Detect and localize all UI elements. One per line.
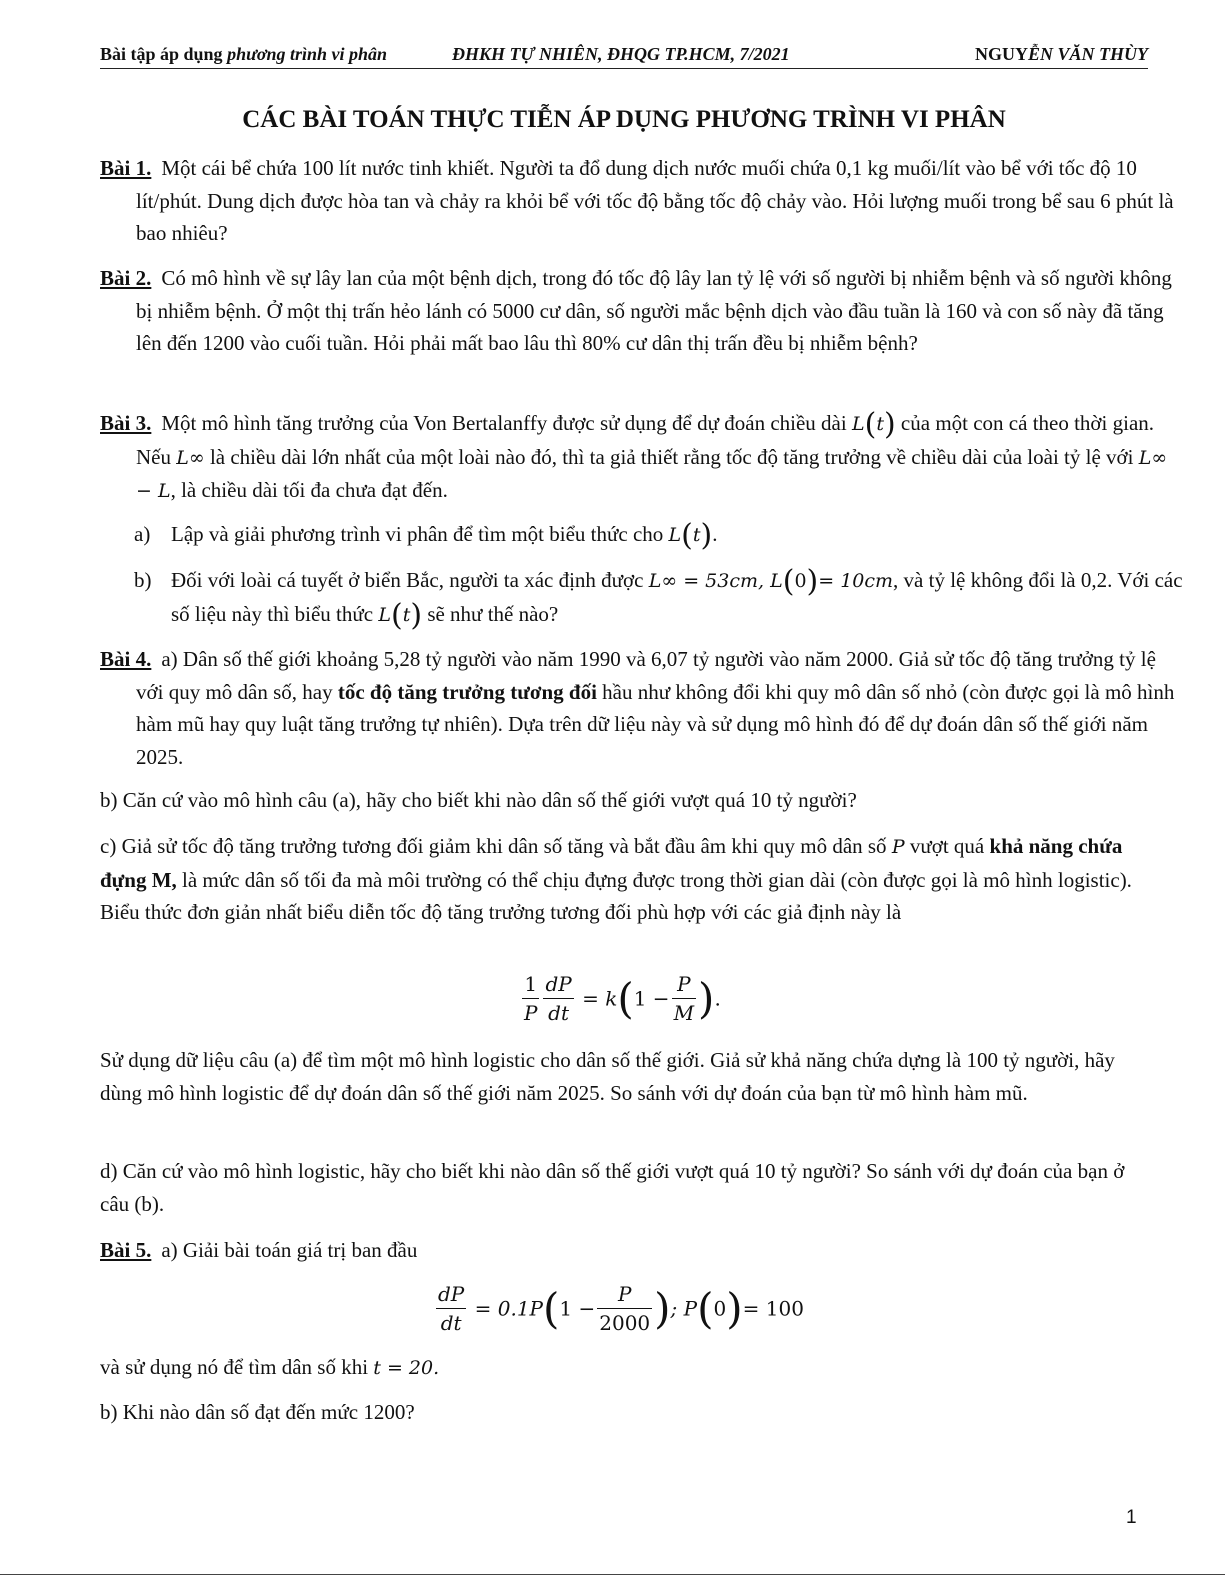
paren-close: ): [410, 597, 423, 633]
denominator: P: [524, 1001, 538, 1025]
paren-open: (: [390, 597, 403, 633]
equation-end: = 100: [742, 1296, 804, 1321]
exercise-3-text-2: của một con cá theo thời gian. Nếu: [136, 411, 1155, 469]
paren-open: (: [681, 518, 693, 553]
header-right-italic: ỄN VĂN THÙY: [1027, 44, 1148, 64]
exercise-4-part-b: b) Căn cứ vào mô hình câu (a), hãy cho biết khi nào dân số thế giới vượt quá 10 tỷ người?: [100, 788, 857, 812]
exercise-2-text: Có mô hình về sự lây lan của một bệnh dịch, trong đó tốc độ lây lan tỷ lệ với số người bị nhiễm bệnh và số người không bị nhiễm bệnh. Ở một thị trấn hẻo lánh có 5000 cư dân, số người mắc bệnh dịch vào đầu tuần là 160 và con số này đã tăng lên đến 1200 vào cuối tuần. Hỏi phải mất bao lâu thì 80% cư dân thị trấn đều bị nhiễm bệnh?: [136, 266, 1172, 355]
exercise-4c-text-3: là mức dân số tối đa mà môi trường có thể chịu đựng được trong thời gian dài (còn được gọi là mô hình logistic). Biểu thức đơn giản nhất biểu diễn tốc độ tăng trưởng tương đối phù hợp với các giả định này là: [100, 867, 1132, 924]
header-left-italic: phương trình vi phân: [227, 44, 388, 64]
exercise-1-label: Bài 1.: [100, 156, 152, 180]
exercise-2-label: Bài 2.: [100, 266, 152, 290]
page-header: [100, 42, 1148, 69]
one-minus: 1 −: [633, 986, 670, 1011]
fraction-one-over-P: [522, 970, 539, 1027]
paren-open: (: [782, 564, 795, 599]
math-t-equals-20: t = 20.: [373, 1357, 440, 1379]
math-L-infinity-minus-L: L∞ − L: [136, 446, 1168, 502]
math-L: L: [851, 413, 865, 435]
exercise-4a-bold: tốc độ tăng trưởng tương đối: [337, 679, 597, 704]
paren-close: ): [700, 518, 713, 553]
numerator: dP: [543, 970, 573, 999]
math-L-infinity: L∞: [176, 446, 205, 469]
exercise-3-text-4: , là chiều dài tối đa chưa đạt đến.: [170, 478, 448, 502]
one-minus: 1 −: [559, 1296, 596, 1321]
math-P: P: [891, 836, 905, 858]
math-t: t: [402, 603, 411, 626]
period: .: [712, 522, 718, 546]
exercise-4c-continued: Sử dụng dữ liệu câu (a) để tìm một mô hình logistic cho dân số thế giới. Giả sử khả năng chứa dựng là 100 tỷ người, hãy dùng mô hình logistic để dự đoán dân số thế giới năm 2025. So sánh với dự đoán của bạn từ mô hình hàm mũ.: [100, 1048, 1115, 1105]
header-left-plain: Bài tập áp dụng: [100, 44, 228, 64]
fraction-P-over-M: [672, 970, 696, 1027]
numerator: P: [597, 1280, 652, 1309]
bottom-rule: [0, 1574, 1225, 1575]
part-b-text-1: Đối với loài cá tuyết ở biển Bắc, người ta xác định được: [171, 568, 649, 592]
paren-open: (: [864, 407, 877, 442]
numerator: 1: [522, 970, 539, 999]
exercise-4-part-c: [100, 830, 1148, 929]
paren-close: ): [883, 407, 896, 442]
exercise-3-text-1: Một mô hình tăng trưởng của Von Bertalanffy được sử dụng để dự đoán chiều dài: [161, 411, 852, 435]
exercise-5-part-b: b) Khi nào dân số đạt đến mức 1200?: [100, 1400, 415, 1424]
exercise-4c-text-2: vượt quá: [904, 834, 990, 858]
numerator: dP: [436, 1280, 466, 1309]
exercise-5-part-a: [100, 1234, 1148, 1267]
initial-value-equation: [434, 1280, 804, 1340]
denominator: dt: [548, 1001, 570, 1025]
part-a-label: a): [134, 522, 151, 546]
header-right-plain: NGUY: [974, 44, 1028, 64]
equation-mid: = k: [582, 986, 618, 1011]
exercise-2: [100, 262, 1184, 360]
exercise-4a-text-1: a) Dân số thế giới khoảng 5,28 tỷ người vào năm 1990 và 6,07 tỷ người vào năm 2000. Giả sử tốc độ tăng trưởng tỷ lệ với quy mô dân số, hay: [136, 647, 1156, 704]
exercise-5a-after: [100, 1351, 1148, 1385]
exercise-4-part-a: [100, 643, 1184, 773]
paren-open: (: [697, 1284, 714, 1333]
paren-open: (: [617, 974, 634, 1023]
exercise-5-label: Bài 5.: [100, 1238, 152, 1262]
paren-close: ): [698, 974, 715, 1023]
logistic-equation: [520, 970, 721, 1030]
exercise-3-text-3: là chiều dài lớn nhất của một loài nào đó, thì ta giả thiết rằng tốc độ tăng trưởng về chiều dài của loài tỷ lệ với: [204, 444, 1139, 469]
paren-open: (: [543, 1284, 560, 1333]
numerator: P: [672, 970, 696, 999]
denominator: M: [673, 1001, 695, 1025]
math-L: L: [668, 524, 682, 546]
exercise-3: [100, 407, 1184, 508]
exercise-3-part-b: [134, 564, 1185, 631]
exercise-4-label: Bài 4.: [100, 647, 152, 671]
denominator: 2000: [599, 1311, 651, 1335]
math-condition-1: L∞ = 53cm, L: [648, 570, 783, 592]
exercise-3-label: Bài 3.: [100, 411, 152, 435]
equation-mid: = 0.1P: [474, 1296, 544, 1321]
header-left: [100, 44, 387, 65]
part-b-text-3: sẽ như thế nào?: [422, 601, 559, 626]
equation-end: .: [714, 986, 721, 1011]
part-a-text: Lập và giải phương trình vi phân để tìm một biểu thức cho: [171, 522, 669, 546]
paren-close: ): [654, 1284, 671, 1333]
fraction-dP-dt: [436, 1280, 466, 1337]
exercise-4c-bold: khả năng chứa đựng M,: [100, 834, 1123, 892]
exercise-5a-text: a) Giải bài toán giá trị ban đầu: [161, 1238, 418, 1262]
fraction-P-over-2000: [597, 1280, 652, 1337]
denominator: dt: [440, 1311, 462, 1335]
paren-close: ): [806, 564, 819, 599]
exercise-1: [100, 152, 1184, 250]
fraction-dP-dt: [543, 970, 573, 1027]
math-L: L: [378, 603, 391, 626]
paren-close: ): [726, 1284, 743, 1333]
math-t: t: [692, 524, 701, 546]
exercise-4-part-d: d) Căn cứ vào mô hình logistic, hãy cho biết khi nào dân số thế giới vượt quá 10 tỷ người? So sánh với dự đoán của bạn ở câu (b).: [100, 1159, 1125, 1216]
math-condition-2: = 10cm: [818, 570, 894, 592]
math-zero: 0: [794, 570, 807, 592]
part-b-text-2: , và tỷ lệ không đổi là 0,2. Với các số liệu này thì biểu thức: [171, 568, 1183, 626]
header-center: ĐHKH TỰ NHIÊN, ĐHQG TP.HCM, 7/2021: [452, 44, 790, 64]
header-right: [975, 44, 1148, 65]
math-zero: 0: [713, 1296, 727, 1321]
exercise-4c-text-1: c) Giả sử tốc độ tăng trưởng tương đối giảm khi dân số tăng và bắt đầu âm khi quy mô dân số: [100, 834, 892, 858]
exercise-3-part-a: [134, 518, 1185, 552]
part-b-label: b): [134, 568, 152, 592]
exercise-5a-after-text: và sử dụng nó để tìm dân số khi: [100, 1355, 374, 1379]
math-t: t: [876, 413, 884, 435]
exercise-1-text: Một cái bể chứa 100 lít nước tinh khiết. Người ta đổ dung dịch nước muối chứa 0,1 kg muối/lít vào bể với tốc độ 10 lít/phút. Dung dịch được hòa tan và chảy ra khỏi bể với tốc độ bằng tốc độ chảy vào. Hỏi lượng muối trong bể sau 6 phút là bao nhiêu?: [136, 156, 1174, 245]
exercise-4a-text-2: hầu như không đổi khi quy mô dân số nhỏ (còn được gọi là mô hình hàm mũ hay quy luật tăng trưởng tự nhiên). Dựa trên dữ liệu này và sử dụng mô hình đó để dự đoán dân số thế giới năm 2025.: [136, 679, 1175, 769]
page-title: CÁC BÀI TOÁN THỰC TIỄN ÁP DỤNG PHƯƠNG TRÌNH VI PHÂN: [242, 106, 1006, 133]
page-number: 1: [1126, 1507, 1137, 1528]
equation-separator: ; P: [670, 1296, 698, 1321]
